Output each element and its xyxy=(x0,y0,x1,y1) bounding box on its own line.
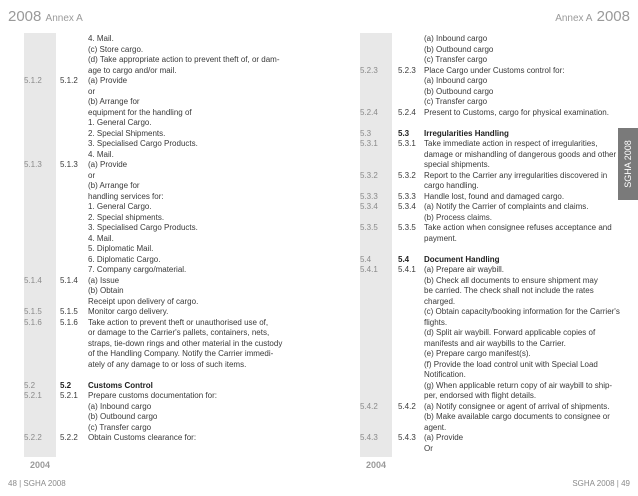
section-number: 5.2.4 xyxy=(398,107,416,117)
text-row xyxy=(24,339,324,350)
section-number: 5.1.2 xyxy=(60,76,78,85)
section-number: 5.3.1 xyxy=(398,139,416,148)
header-right-year: 2008 xyxy=(596,8,630,25)
row-text: (b) Outbound cargo xyxy=(88,412,158,421)
row-text: (g) When applicable return copy of air waybill to ship- xyxy=(424,380,613,390)
text-row xyxy=(24,76,324,87)
row-text: (c) Transfer cargo xyxy=(424,97,488,106)
text-row xyxy=(24,255,324,266)
text-row xyxy=(360,55,622,66)
text-row xyxy=(24,118,324,129)
row-text: be carried. The check shall not include the rates xyxy=(424,286,594,295)
row-text: or damage to the Carrier's pallets, containers, nets, xyxy=(88,328,270,337)
row-text: (a) Inbound cargo xyxy=(424,34,488,43)
text-row xyxy=(24,171,324,182)
section-number: 5.1.4 xyxy=(60,275,78,285)
text-row xyxy=(24,318,324,329)
old-section-number: 5.3.5 xyxy=(360,223,378,232)
old-section-number: 5.1.3 xyxy=(24,160,42,169)
row-text: 1. General Cargo. xyxy=(88,202,152,211)
row-text: 6. Diplomatic Cargo. xyxy=(88,254,161,264)
footer-left: 48 | SGHA 2008 xyxy=(8,479,66,488)
row-text: handling services for: xyxy=(88,191,164,201)
row-text: (c) Obtain capacity/booking information for the Carrier's xyxy=(424,307,620,316)
text-row xyxy=(24,108,324,119)
text-row xyxy=(360,412,622,423)
row-text: 3. Specialised Cargo Products. xyxy=(88,139,198,148)
text-row xyxy=(360,213,622,224)
row-text: ately of any damage to or loss of such items. xyxy=(88,359,247,369)
row-text: special shipments. xyxy=(424,160,490,169)
text-row xyxy=(360,328,622,339)
text-row xyxy=(360,171,622,182)
text-row xyxy=(24,412,324,423)
text-row xyxy=(360,402,622,413)
row-text: (d) Take appropriate action to prevent theft of, or dam- xyxy=(88,55,280,64)
row-text: 3. Specialised Cargo Products. xyxy=(88,223,198,232)
side-tab-label: SGHA 2008 xyxy=(623,140,633,188)
row-text: equipment for the handling of xyxy=(88,107,192,117)
row-text: per, endorsed with flight details. xyxy=(424,391,537,400)
text-row xyxy=(24,391,324,402)
row-text: (b) Arrange for xyxy=(88,97,140,106)
text-row xyxy=(24,402,324,413)
text-row xyxy=(24,234,324,245)
old-section-number: 5.4.3 xyxy=(360,433,378,442)
text-row xyxy=(360,360,622,371)
row-text: (a) Provide xyxy=(88,76,128,85)
old-section-number: 5.3.2 xyxy=(360,170,378,180)
right-column xyxy=(360,34,622,454)
old-section-number: 5.1.4 xyxy=(24,275,42,285)
text-row xyxy=(24,192,324,203)
text-row xyxy=(24,349,324,360)
text-row xyxy=(360,297,622,308)
row-text: (b) Process claims. xyxy=(424,212,493,222)
row-text: Place Cargo under Customs control for: xyxy=(424,65,565,75)
section-number: 5.4 xyxy=(398,254,410,264)
text-row xyxy=(360,192,622,203)
section-number: 5.3.2 xyxy=(398,170,416,180)
text-row xyxy=(24,433,324,444)
text-row xyxy=(360,307,622,318)
row-text: damage or mishandling of dangerous goods and other xyxy=(424,149,617,159)
text-row xyxy=(360,276,622,287)
row-text: (f) Provide the load control unit with Special Load xyxy=(424,359,598,369)
row-text: (a) Provide xyxy=(424,433,464,442)
text-row xyxy=(360,118,622,129)
text-row xyxy=(360,349,622,360)
old-section-number: 5.2 xyxy=(24,380,36,390)
old-section-number: 5.1.5 xyxy=(24,307,42,316)
text-row xyxy=(360,87,622,98)
row-text: or xyxy=(88,170,96,180)
section-number: 5.3.5 xyxy=(398,223,416,232)
text-row xyxy=(24,360,324,371)
text-row xyxy=(24,286,324,297)
row-text: 2. Special Shipments. xyxy=(88,128,166,138)
text-row xyxy=(360,223,622,234)
text-row xyxy=(360,255,622,266)
text-row xyxy=(24,202,324,213)
text-row xyxy=(24,87,324,98)
old-section-number: 5.2.3 xyxy=(360,65,378,75)
row-text: 4. Mail. xyxy=(88,233,114,243)
row-text: payment. xyxy=(424,233,457,243)
text-row xyxy=(360,129,622,140)
text-row xyxy=(24,213,324,224)
text-row xyxy=(360,339,622,350)
row-text: (a) Inbound cargo xyxy=(88,401,152,411)
text-row xyxy=(360,34,622,45)
old-section-number: 5.3.1 xyxy=(360,139,378,148)
text-row xyxy=(360,265,622,276)
row-text: (b) Outbound cargo xyxy=(424,44,494,54)
row-text: agent. xyxy=(424,422,447,432)
footer-right: SGHA 2008 | 49 xyxy=(572,479,630,488)
header-left xyxy=(8,8,83,25)
row-text: (d) Split air waybill. Forward applicable copies of xyxy=(424,328,596,337)
row-text: (c) Transfer cargo xyxy=(424,55,488,64)
row-text: 4. Mail. xyxy=(88,34,114,43)
text-row xyxy=(24,307,324,318)
row-text: flights. xyxy=(424,317,448,327)
section-heading: Customs Control xyxy=(88,380,153,390)
row-text: Obtain Customs clearance for: xyxy=(88,433,197,442)
section-heading: Irregularities Handling xyxy=(424,128,509,138)
text-row xyxy=(24,181,324,192)
section-number: 5.2.3 xyxy=(398,65,416,75)
section-number: 5.2.2 xyxy=(60,433,78,442)
text-row xyxy=(360,381,622,392)
section-number: 5.3.3 xyxy=(398,191,416,201)
row-text: charged. xyxy=(424,296,456,306)
row-text: age to cargo and/or mail. xyxy=(88,65,177,75)
text-row xyxy=(24,129,324,140)
text-row xyxy=(360,76,622,87)
text-row xyxy=(24,276,324,287)
text-row xyxy=(360,318,622,329)
text-row xyxy=(24,66,324,77)
text-row xyxy=(24,97,324,108)
text-row xyxy=(24,265,324,276)
text-row xyxy=(360,139,622,150)
row-text: 7. Company cargo/material. xyxy=(88,265,187,274)
text-row xyxy=(360,234,622,245)
row-text: (c) Store cargo. xyxy=(88,44,144,54)
row-text: Handle lost, found and damaged cargo. xyxy=(424,191,565,201)
text-row xyxy=(24,244,324,255)
text-row xyxy=(24,370,324,381)
left-year-label: 2004 xyxy=(29,460,51,470)
row-text: manifests and air waybills to the Carrier. xyxy=(424,338,566,348)
old-section-number: 5.1.2 xyxy=(24,76,42,85)
section-heading: Document Handling xyxy=(424,254,500,264)
section-number: 5.1.3 xyxy=(60,160,78,169)
row-text: (b) Obtain xyxy=(88,286,124,295)
header-right xyxy=(555,8,630,25)
section-number: 5.4.2 xyxy=(398,401,416,411)
section-number: 5.1.6 xyxy=(60,317,78,327)
old-section-number: 5.4.2 xyxy=(360,401,378,411)
text-row xyxy=(24,381,324,392)
row-text: (b) Check all documents to ensure shipment may xyxy=(424,275,598,285)
row-text: (b) Arrange for xyxy=(88,181,140,190)
text-row xyxy=(24,160,324,171)
row-text: Receipt upon delivery of cargo. xyxy=(88,296,199,306)
text-row xyxy=(24,297,324,308)
text-row xyxy=(360,150,622,161)
section-number: 5.4.3 xyxy=(398,433,416,442)
section-number: 5.1.5 xyxy=(60,307,78,316)
row-text: (a) Inbound cargo xyxy=(424,76,488,85)
row-text: or xyxy=(88,86,96,96)
row-text: (a) Prepare air waybill. xyxy=(424,265,505,274)
old-section-number: 5.1.6 xyxy=(24,317,42,327)
old-section-number: 5.3.3 xyxy=(360,191,378,201)
section-number: 5.4.1 xyxy=(398,265,416,274)
old-section-number: 5.2.1 xyxy=(24,391,42,400)
row-text: (a) Notify consignee or agent of arrival of shipments. xyxy=(424,401,610,411)
row-text: (b) Outbound cargo xyxy=(424,86,494,96)
section-number: 5.3.4 xyxy=(398,202,416,211)
text-row xyxy=(24,423,324,434)
old-section-number: 5.3.4 xyxy=(360,202,378,211)
text-row xyxy=(24,45,324,56)
row-text: cargo handling. xyxy=(424,181,479,190)
old-section-number: 5.4 xyxy=(360,254,372,264)
text-row xyxy=(360,391,622,402)
text-row xyxy=(360,97,622,108)
old-section-number: 5.4.1 xyxy=(360,265,378,274)
text-row xyxy=(24,55,324,66)
row-text: Present to Customs, cargo for physical examination. xyxy=(424,107,609,117)
old-section-number: 5.2.4 xyxy=(360,107,378,117)
row-text: straps, tie-down rings and other material in the custody xyxy=(88,338,283,348)
row-text: (a) Issue xyxy=(88,275,120,285)
row-text: 1. General Cargo. xyxy=(88,118,152,127)
text-row xyxy=(360,444,622,455)
text-row xyxy=(24,34,324,45)
old-section-number: 5.3 xyxy=(360,128,372,138)
row-text: Report to the Carrier any irregularities discovered in xyxy=(424,170,608,180)
right-year-label: 2004 xyxy=(365,460,387,470)
old-section-number: 5.2.2 xyxy=(24,433,42,442)
text-row xyxy=(360,286,622,297)
row-text: Notification. xyxy=(424,370,466,379)
row-text: (a) Notify the Carrier of complaints and claims. xyxy=(424,202,589,211)
left-column xyxy=(24,34,324,444)
section-number: 5.2.1 xyxy=(60,391,78,400)
row-text: (e) Prepare cargo manifest(s). xyxy=(424,349,531,358)
header-left-year: 2008 xyxy=(8,8,42,25)
text-row xyxy=(24,223,324,234)
row-text: 2. Special shipments. xyxy=(88,212,165,222)
row-text: (b) Make available cargo documents to consignee or xyxy=(424,412,610,421)
text-row xyxy=(24,139,324,150)
row-text: Take action to prevent theft or unauthorised use of, xyxy=(88,317,269,327)
row-text: (c) Transfer cargo xyxy=(88,422,152,432)
row-text: 5. Diplomatic Mail. xyxy=(88,244,154,253)
text-row xyxy=(360,45,622,56)
row-text: 4. Mail. xyxy=(88,149,114,159)
row-text: (a) Provide xyxy=(88,160,128,169)
row-text: Prepare customs documentation for: xyxy=(88,391,217,400)
text-row xyxy=(360,160,622,171)
row-text: Take action when consignee refuses acceptance and xyxy=(424,223,612,232)
row-text: of the Handling Company. Notify the Carrier immedi- xyxy=(88,349,274,358)
row-text: Take immediate action in respect of irregularities, xyxy=(424,139,598,148)
text-row xyxy=(360,108,622,119)
section-number: 5.2 xyxy=(60,380,72,390)
section-number: 5.3 xyxy=(398,128,410,138)
header-left-annex: Annex A xyxy=(45,13,83,24)
text-row xyxy=(360,433,622,444)
text-row xyxy=(360,202,622,213)
text-row xyxy=(360,66,622,77)
text-row xyxy=(24,328,324,339)
row-text: Or xyxy=(424,443,433,453)
sgha-side-tab xyxy=(618,128,638,200)
text-row xyxy=(360,423,622,434)
text-row xyxy=(360,181,622,192)
row-text: Monitor cargo delivery. xyxy=(88,307,169,316)
text-row xyxy=(360,370,622,381)
text-row xyxy=(24,150,324,161)
text-row xyxy=(360,244,622,255)
header-right-annex: Annex A xyxy=(555,13,593,24)
